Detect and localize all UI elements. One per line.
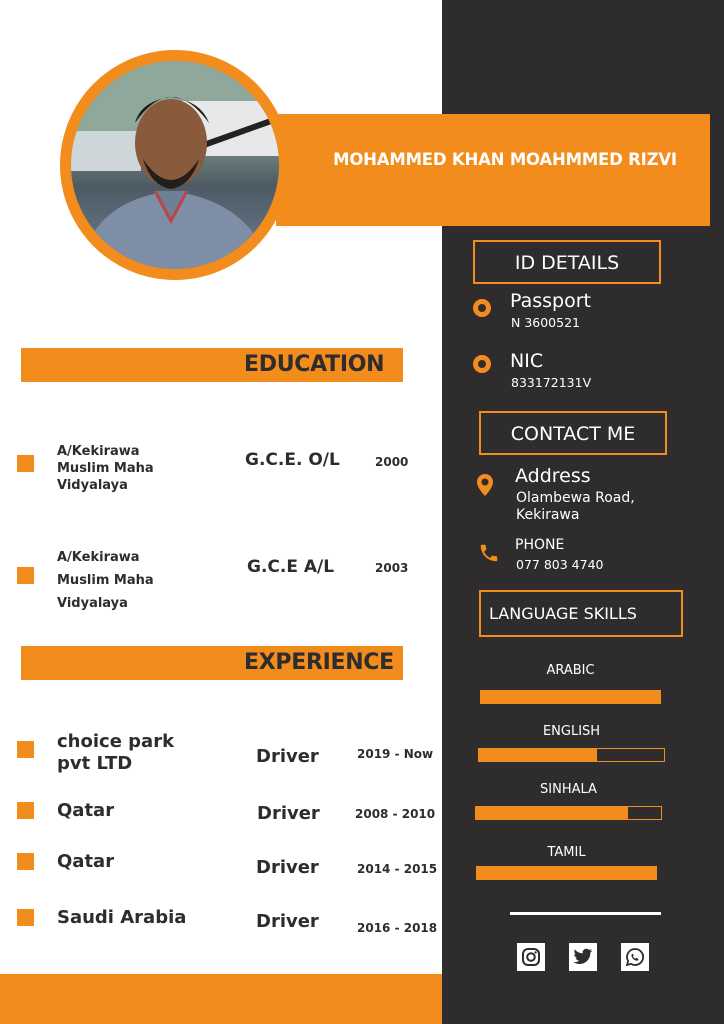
passport-label: Passport <box>510 290 591 312</box>
experience-title: EXPERIENCE <box>244 650 394 675</box>
language-bar-fill <box>477 867 656 879</box>
passport-value: N 3600521 <box>511 315 580 330</box>
education-level: G.C.E A/L <box>247 557 335 577</box>
instagram-icon[interactable] <box>517 943 545 971</box>
experience-company: Saudi Arabia <box>57 907 187 928</box>
language-skills-title: LANGUAGE SKILLS <box>489 604 637 623</box>
map-pin-icon <box>476 473 494 501</box>
education-year: 2000 <box>375 455 409 469</box>
experience-role: Driver <box>257 803 320 824</box>
address-label: Address <box>515 465 591 487</box>
full-name: MOHAMMED KHAN MOAHMMED RIZVI <box>333 150 677 169</box>
language-bar <box>475 806 662 820</box>
language-bar <box>476 866 657 880</box>
bullet-icon <box>17 802 34 819</box>
id-details-title: ID DETAILS <box>514 252 620 274</box>
address-line-1: Olambewa Road, <box>516 490 635 506</box>
experience-company: Qatar <box>57 851 115 872</box>
experience-years: 2008 - 2010 <box>355 807 436 821</box>
experience-company: Qatar <box>57 800 115 821</box>
language-bar-fill <box>481 691 660 703</box>
contact-title: CONTACT ME <box>510 423 636 445</box>
experience-years: 2014 - 2015 <box>357 862 438 876</box>
language-bar-fill <box>479 749 597 761</box>
language-name: ARABIC <box>546 663 595 678</box>
whatsapp-icon[interactable] <box>621 943 649 971</box>
experience-years: 2016 - 2018 <box>357 921 438 935</box>
footer-bar <box>0 974 442 1024</box>
bullet-icon <box>17 455 34 472</box>
bullet-icon <box>17 853 34 870</box>
experience-company: choice park pvt LTD <box>57 731 175 774</box>
language-bar <box>478 748 665 762</box>
language-name: TAMIL <box>547 845 586 860</box>
nic-label: NIC <box>510 350 544 372</box>
phone-value: 077 803 4740 <box>516 557 604 572</box>
twitter-icon[interactable] <box>569 943 597 971</box>
name-banner <box>276 114 710 226</box>
education-title: EDUCATION <box>244 352 385 377</box>
bullet-icon <box>17 741 34 758</box>
experience-role: Driver <box>256 911 319 932</box>
education-year: 2003 <box>375 561 409 575</box>
location-ring-icon <box>473 299 491 317</box>
experience-role: Driver <box>256 857 319 878</box>
education-school: A/Kekirawa Muslim Maha Vidyalaya <box>57 444 154 493</box>
experience-role: Driver <box>256 746 319 767</box>
education-school: A/Kekirawa Muslim Maha Vidyalaya <box>57 550 154 611</box>
location-ring-icon <box>473 355 491 373</box>
profile-photo <box>71 61 279 269</box>
address-line-2: Kekirawa <box>516 507 580 523</box>
divider <box>510 912 661 915</box>
phone-icon <box>478 542 500 568</box>
bullet-icon <box>17 567 34 584</box>
experience-years: 2019 - Now <box>357 747 434 761</box>
phone-label: PHONE <box>515 537 565 553</box>
language-name: ENGLISH <box>542 724 601 739</box>
bullet-icon <box>17 909 34 926</box>
profile-photo-illustration <box>71 61 279 269</box>
language-bar-fill <box>476 807 628 819</box>
language-bar <box>480 690 661 704</box>
language-name: SINHALA <box>540 782 597 797</box>
nic-value: 833172131V <box>511 375 592 390</box>
education-level: G.C.E. O/L <box>245 450 340 470</box>
